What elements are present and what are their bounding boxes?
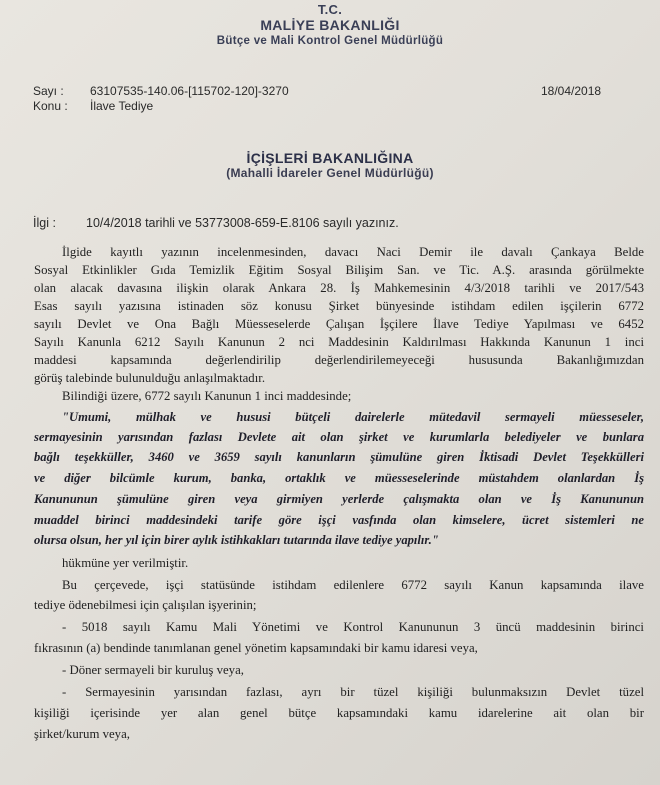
body-line: kişiliği içerisinde yer alan genel bütçe kapsamındaki kamu idarelerine ait olan bir <box>34 706 644 720</box>
quote-line: olursa olsun, her yıl için birer aylık istihkakları tutarında ilave tediye yapılır." <box>34 533 439 547</box>
quote-line: ve diğer bilcümle kurum, banka, ortaklık ve müesseselerinde müstahdem olanlardan İş <box>34 471 644 485</box>
header-tc: T.C. <box>317 2 343 17</box>
konu-label: Konu : <box>33 99 68 113</box>
addressee-title: İÇİŞLERİ BAKANLIĞINA <box>246 150 414 166</box>
sayi-value: 63107535-140.06-[115702-120]-3270 <box>90 84 289 98</box>
document-date: 18/04/2018 <box>541 84 602 98</box>
konu-value: İlave Tediye <box>90 99 154 113</box>
ilgi-label: İlgi : <box>33 216 56 230</box>
quote-line: "Umumi, mülhak ve hususi bütçeli dairelerle mütedavil sermayeli müesseseler, <box>62 410 644 424</box>
body-line: Sosyal Etkinlikler Gıda Temizlik Eğitim Sosyal Bilişim San. ve Tic. A.Ş. arasında görülmekte <box>34 263 644 277</box>
body-line: - Sermayesinin yarısından fazlası, ayrı bir tüzel kişiliği bulunmaksızın Devlet tüzel <box>62 685 644 699</box>
quote-line: Kanununun şümulüne giren veya girmiyen yerlerde çalışmakta olan ve İş Kanununun <box>34 492 644 506</box>
body-line: Esas sayılı yazısına istinaden söz konusu Şirket bünyesinde istihdam edilen işçilerin 6772 <box>34 299 644 313</box>
quote-line: sermayesinin yarısından fazlası Devlete ait olan şirket ve kurumlarla belediyeler ve bunlara <box>34 430 644 444</box>
body-line: Bu çerçevede, işçi statüsünde istihdam edilenlere 6772 sayılı Kanun kapsamında ilave <box>62 578 644 592</box>
header-ministry: MALİYE BAKANLIĞI <box>260 17 400 33</box>
body-line: hükmüne yer verilmiştir. <box>62 556 189 570</box>
body-line: tediye ödenebilmesi için çalışılan işyerinin; <box>34 598 257 612</box>
body-line: Bilindiği üzere, 6772 sayılı Kanunun 1 inci maddesinde; <box>62 389 352 403</box>
quote-line: muaddel birinci maddesindeki tarife göre işçi vasfında olan kimselere, ücret sistemleri ne <box>34 513 644 527</box>
sayi-label: Sayı : <box>33 84 64 98</box>
body-line: İlgide kayıtlı yazının incelenmesinden, davacı Naci Demir ile davalı Çankaya Belde <box>62 245 644 259</box>
body-line: Sayılı Kanunla 6212 Sayılı Kanunun 2 nci Maddesinin Kaldırılması Hakkında Kanunun 1 inci <box>34 335 644 349</box>
quote-line: bağlı teşekküller, 3460 ve 3659 sayılı kanunların şümulüne giren İktisadi Devlet Teşekkülleri <box>34 450 644 464</box>
ilgi-value: 10/4/2018 tarihli ve 53773008-659-E.8106 sayılı yazınız. <box>86 216 399 230</box>
body-line: şirket/kurum veya, <box>34 727 130 741</box>
addressee-subtitle: (Mahalli İdareler Genel Müdürlüğü) <box>226 166 434 180</box>
header-department: Bütçe ve Mali Kontrol Genel Müdürlüğü <box>216 35 444 47</box>
body-line: görüş talebinde bulunulduğu anlaşılmaktadır. <box>34 371 266 385</box>
body-line: maddesi kapsamında değerlendirilip değerlendirilemeyeceği hususunda Bakanlığımızdan <box>34 353 644 367</box>
body-line: - 5018 sayılı Kamu Mali Yönetimi ve Kontrol Kanununun 3 üncü maddesinin birinci <box>62 620 644 634</box>
body-line: - Döner sermayeli bir kuruluş veya, <box>62 663 244 677</box>
body-line: fıkrasının (a) bendinde tanımlanan genel yönetim kapsamındaki bir kamu idaresi veya, <box>34 641 478 655</box>
body-line: sayılı Devlet ve Ona Bağlı Müesseselerde Çalışan İşçilere İlave Tediye Yapılması ve 6452 <box>34 317 644 331</box>
body-line: olan alacak davasına ilişkin olarak Ankara 28. İş Mahkemesinin 4/3/2018 tarihli ve 2017/543 <box>34 281 644 295</box>
